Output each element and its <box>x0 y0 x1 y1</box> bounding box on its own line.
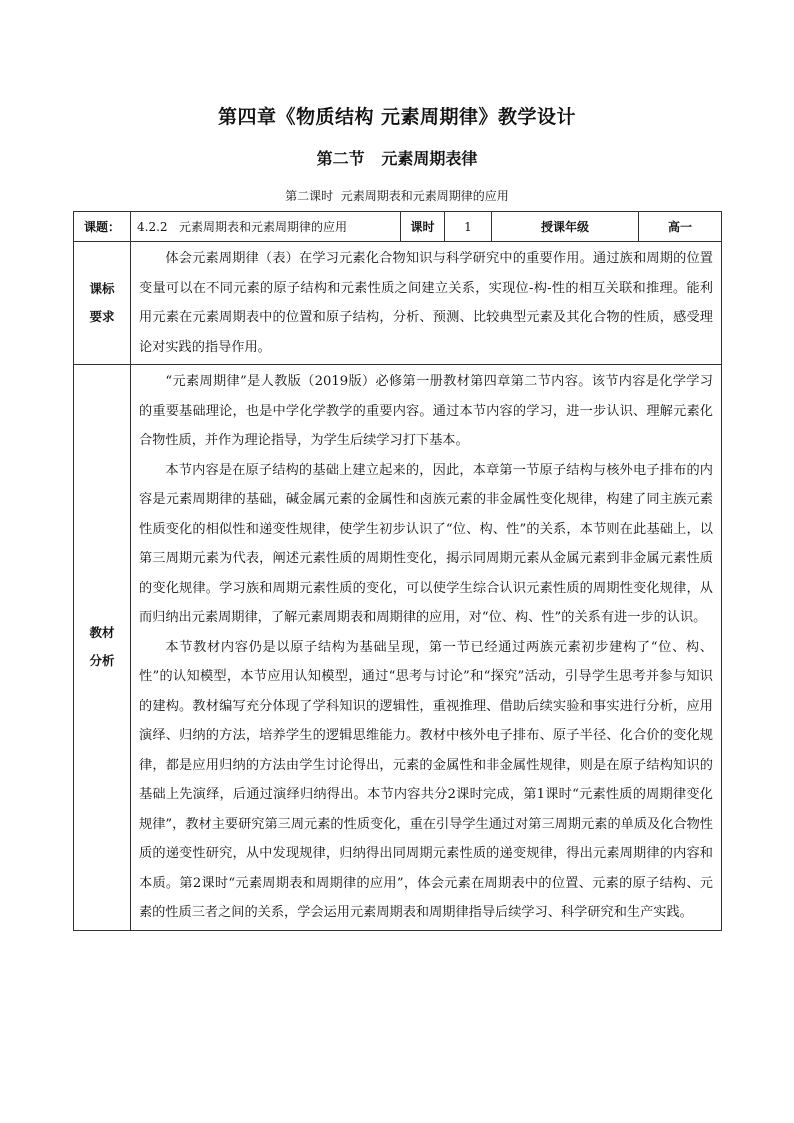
lesson-subtitle: 第二课时 元素周期表和元素周期律的应用 <box>285 189 509 203</box>
standard-row <box>74 242 722 365</box>
standard-content <box>131 242 722 365</box>
topic-value: 4.2.2 元素周期表和元素周期律的应用 <box>131 212 401 242</box>
topic-label: 课题： <box>74 212 131 242</box>
analysis-label-line1: 教材 <box>89 625 115 641</box>
standard-paragraph: 体会元素周期律（表）在学习元素化合物知识与科学研究中的重要作用。通过族和周期的位置变量可以在不同元素的原子结构和元素性质之间建立关系，实现位-构-性的相互关联和推理。能利用元素在元素周期表中的位置和原子结构，分析、预测、比较典型元素及其化合物的性质，感受理论对实践的指导作用。 <box>139 251 713 355</box>
standard-label-line2: 要求 <box>89 309 115 324</box>
analysis-paragraph: “元素周期律”是人教版（2019版）必修第一册教材第四章第二节内容。该节内容是化学学习的重要基础理论，也是中学化学教学的重要内容。通过本节内容的学习，进一步认识、理解元素化合物性质，并作为理论指导，为学生后续学习打下基本。 <box>139 374 713 448</box>
analysis-content <box>131 365 722 931</box>
grade-value: 高一 <box>639 212 722 242</box>
analysis-label <box>74 365 131 931</box>
analysis-row <box>74 365 722 931</box>
grade-label: 授课年级 <box>492 212 639 242</box>
table-header-row <box>74 212 722 242</box>
hours-value: 1 <box>445 212 492 242</box>
document-title: 第四章《物质结构 元素周期律》教学设计 <box>217 106 577 128</box>
section-title: 第二节 元素周期表律 <box>316 149 478 168</box>
analysis-paragraph: 本节教材内容仍是以原子结构为基础呈现，第一节已经通过两族元素初步建构了“位、构、性”的认知模型，本节应用认知模型，通过“思考与讨论”和“探究”活动，引导学生思考并参与知识的建构。教材编写充分体现了学科知识的逻辑性，重视推理、借助后续实验和事实进行分析，应用演绎、归纳的方法，培养学生的逻辑思维能力。教材中核外电子排布、原子半径、化合价的变化规律，都是应用归纳的方法由学生讨论得出，元素的金属性和非金属性规律，则是在原子结构知识的基础上先演绎，后通过演绎归纳得出。本节内容共分2课时完成，第1课时“元素性质的周期律变化规律”，教材主要研究第三周元素的性质变化，重在引导学生通过对第三周期元素的单质及化合物性质的递变性研究，从中发现规律，归纳得出同周期元素性质的递变规律，得出元素周期律的内容和本质。第2课时“元素周期表和周期律的应用”，体会元素在周期表中的位置、元素的原子结构、元素的性质三者之间的关系，学会运用元素周期表和周期律指导后续学习、科学研究和生产实践。 <box>139 639 713 920</box>
analysis-paragraph: 本节内容是在原子结构的基础上建立起来的，因此，本章第一节原子结构与核外电子排布的内容是元素周期律的基础，碱金属元素的金属性和卤族元素的非金属性变化规律，构建了同主族元素性质变化的相似性和递变性规律，使学生初步认识了“位、构、性”的关系，本节则在此基础上，以第三周期元素为代表，阐述元素性质的周期性变化，揭示同周期元素从金属元素到非金属元素性质的变化规律。学习族和周期元素性质的变化，可以使学生综合认识元素性质的周期性变化规律，从而归纳出元素周期律，了解元素周期表和周期律的应用，对“位、构、性”的关系有进一步的认识。 <box>139 462 713 625</box>
standard-label <box>74 242 131 365</box>
lesson-plan-table <box>73 211 722 931</box>
standard-label-line1: 课标 <box>89 281 115 296</box>
analysis-label-line2: 分析 <box>89 653 115 669</box>
hours-label: 课时 <box>401 212 445 242</box>
